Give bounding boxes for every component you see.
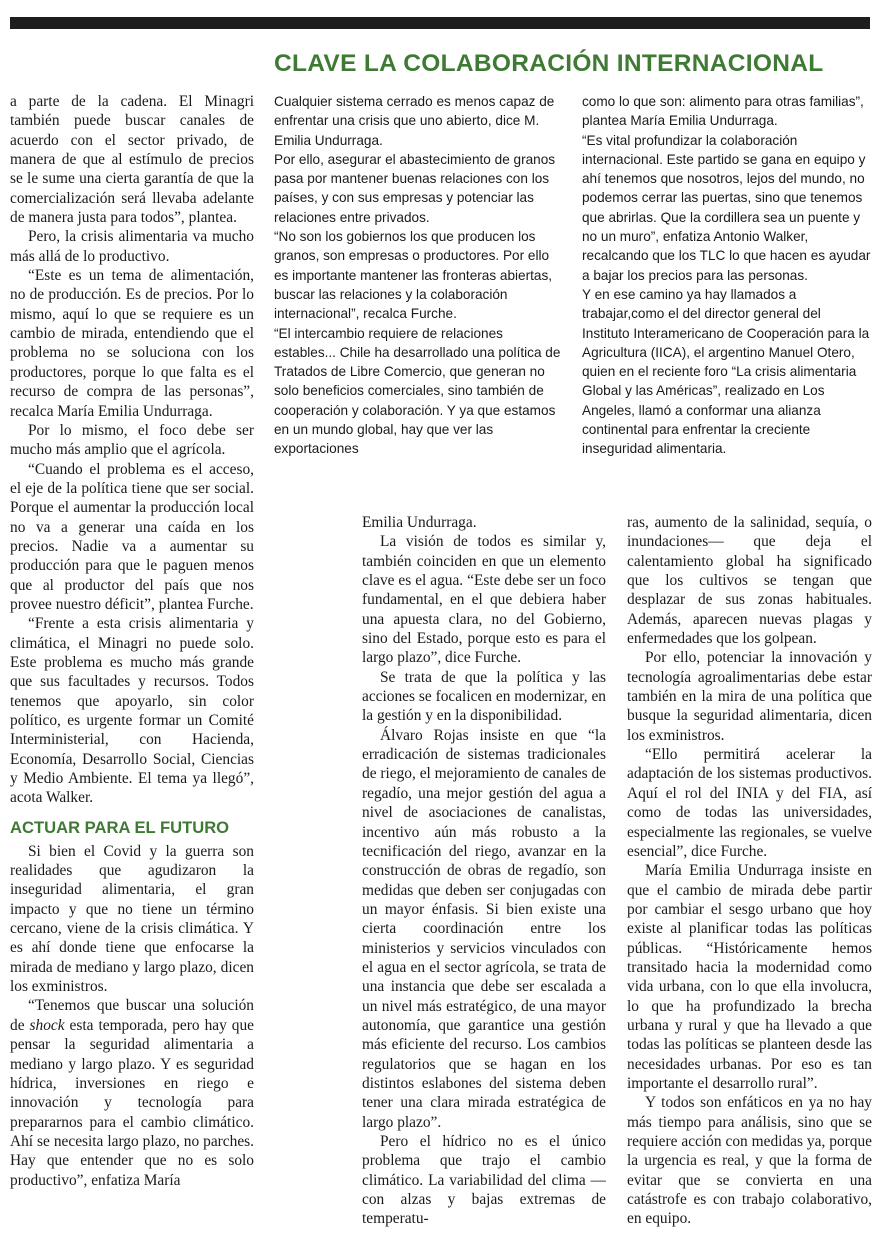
text-run: esta temporada, pero hay que pensar la seguridad alimentaria a mediano y largo plazo. Y es seguridad hídrica, inversiones en riego e innovación y tecnología para prepararnos para el cambio climático. Ahí se necesita largo plazo, no parches. Hay que entender que no es solo productivo”, enfatiza María bbox=[10, 1016, 254, 1189]
box-column-b bbox=[582, 92, 872, 484]
paragraph: Pero el hídrico no es el único problema que trajo el cambio climático. La variabilidad del clima —con alzas y bajas extremas de temperatu- bbox=[362, 1133, 606, 1228]
paragraph: a parte de la cadena. El Minagri también puede buscar canales de acuerdo con el sector privado, de manera de que al estímulo de precios se le sume una cierta garantía de que la comercialización será llevaba adelante de manera justa para todos”, plantea. bbox=[10, 93, 254, 227]
paragraph: “Frente a esta crisis alimentaria y climática, el Minagri no puede solo. Este problema es mucho más grande que sus facultades y recursos. Todos tenemos que apoyarlo, sin color político, es urgente formar un Comité Interministerial, con Hacienda, Economía, Desarrollo Social, Ciencias y Medio Ambiente. El tema ya llegó”, acota Walker. bbox=[10, 615, 254, 807]
text-run: “Tenemos que buscar una solución de bbox=[10, 997, 254, 1034]
paragraph: “El intercambio requiere de relaciones estables... Chile ha desarrollado una política de Tratados de Libre Comercio, que generan no solo beneficios comerciales, sino también de cooperación y colaboración. Y ya que estamos en un mundo global, hay que ver las exportaciones bbox=[274, 325, 561, 457]
paragraph: Y todos son enfáticos en ya no hay más tiempo para análisis, sino que se requiere acción con medidas ya, porque la urgencia es real, y que la forma de evitar que se convierta en una catástrofe es con trabajo colaborativo, en equipo. bbox=[627, 1094, 872, 1228]
box-column-a bbox=[274, 92, 564, 484]
paragraph: María Emilia Undurraga insiste en que el cambio de mirada debe partir por cambiar el sesgo urbano que hoy existe al planificar todas las políticas públicas. “Históricamente hemos transitado hacia la modernidad como vida urbana, con lo que ella involucra, lo que ha profundizado la brecha urbana y rural y que ha llevado a que todas las políticas se planteen desde las necesidades urbanas. Por eso es tan importante el desarrollo rural”. bbox=[627, 862, 872, 1092]
paragraph: “Ello permitirá acelerar la adaptación de los sistemas productivos. Aquí el rol del INIA y del FIA, así como de todas las universidades, especialmente las regionales, se vuelve esencial”, dice Furche. bbox=[627, 746, 872, 860]
paragraph: Y en ese camino ya hay llamados a trabajar,como el del director general del Instituto Interamericano de Cooperación para la Agricultura (IICA), el argentino Manuel Otero, quien en el reciente foro “La crisis alimentaria Global y las Américas”, realizado en Los Angeles, llamó a conformar una alianza continental para enfrentar la creciente inseguridad alimentaria. bbox=[582, 286, 870, 457]
paragraph: Pero, la crisis alimentaria va mucho más allá de lo productivo. bbox=[10, 228, 254, 265]
paragraph: Álvaro Rojas insiste en que “la erradicación de sistemas tradicionales de riego, el mejoramiento de canales de regadío, una mejor gestión del agua a nivel de asociaciones de canalistas, incentivo aún más robusto a la tecnificación del riego, avanzar en la construcción de obras de regadío, son medidas que deben ser conjugadas con un mayor énfasis. Si bien existe una cierta coordinación entre los ministerios y servicios vinculados con el agua en el sector agrícola, se trata de una instancia que debe ser escalada a un nivel más estratégico, de una mayor autonomía, que garantice una gestión más eficiente del recurso. Los cambios regulatorios que se hagan en los distintos eslabones del sistema deben tener una clara mirada estratégica de largo plazo”. bbox=[362, 726, 606, 1131]
paragraph: “Este es un tema de alimentación, no de producción. Es de precios. Por lo mismo, aquí lo que se requiere es un cambio de mirada, entendiendo que el problema no se soluciona con los productores, porque lo que falta es el recurso de compra de las personas”, recalca María Emilia Undurraga. bbox=[10, 267, 254, 420]
paragraph: Cualquier sistema cerrado es menos capaz de enfrentar una crisis que uno abierto, dice M. Emilia Undurraga. bbox=[274, 94, 555, 148]
paragraph bbox=[10, 996, 254, 1189]
subheading: ACTUAR PARA EL FUTURO bbox=[10, 817, 230, 837]
section-headline: CLAVE LA COLABORACIÓN INTERNACIONAL bbox=[274, 50, 824, 77]
paragraph: Por ello, asegurar el abastecimiento de granos pasa por mantener buenas relaciones con los países, y con sus empresas y potenciar las relaciones entre privados. bbox=[274, 151, 556, 225]
paragraph: “Cuando el problema es el acceso, el eje de la política tiene que ser social. Porque el aumentar la producción local no va a generar una caída en los precios. Nadie va a aumentar su producción para que le paguen menos que al productor del país que nos provee nuestro déficit”, plantea Furche. bbox=[10, 460, 254, 613]
paragraph: “Es vital profundizar la colaboración internacional. Este partido se gana en equipo y ahí tenemos que nosotros, lejos del mundo, no podemos cerrar las puertas, sino que tenemos que abrirlas. Que la cordillera sea un puente y no un muro”, enfatiza Antonio Walker, recalcando que los TLC lo que hacen es ayudar a bajar los precios para las personas. bbox=[582, 132, 871, 283]
paragraph: Por ello, potenciar la innovación y tecnología agroalimentarias debe estar también en la mira de una política que busque la seguridad alimentaria, dicen los exministros. bbox=[627, 649, 872, 744]
paragraph: La visión de todos es similar y, también coinciden en que un elemento clave es el agua. “Este debe ser un foco fundamental, en el que debiera haber una apuesta clara, no del Gobierno, sino del Estado, porque esto es para el largo plazo”, dice Furche. bbox=[362, 533, 606, 667]
italic-term: shock bbox=[29, 1016, 65, 1034]
paragraph: como lo que son: alimento para otras familias”, plantea María Emilia Undurraga. bbox=[582, 94, 864, 129]
paragraph: “No son los gobiernos los que producen los granos, son empresas o productores. Por ello es importante mantener las fronteras abiertas, buscar las relaciones y la colaboración internacional”, recalca Furche. bbox=[274, 229, 553, 322]
article-column-3 bbox=[627, 513, 872, 1253]
top-rule bbox=[10, 17, 870, 29]
article-column-1 bbox=[10, 92, 254, 1252]
article-column-2 bbox=[362, 513, 606, 1253]
paragraph: Se trata de que la política y las acciones se focalicen en modernizar, en la gestión y en la disponibilidad. bbox=[362, 668, 606, 725]
paragraph: Emilia Undurraga. bbox=[362, 514, 477, 531]
paragraph: ras, aumento de la salinidad, sequía, o inundaciones— que deja el calentamiento global ha significado que los cultivos se tengan que desplazar de sus zonas habituales. Además, aparecen nuevas plagas y enfermedades que los golpean. bbox=[627, 514, 872, 648]
paragraph: Si bien el Covid y la guerra son realidades que agudizaron la inseguridad alimentaria, el gran impacto y que no tiene un término cercano, viene de la crisis climática. Y es ahí donde tiene que enfocarse la mirada de mediano y largo plazo, dicen los exministros. bbox=[10, 842, 254, 996]
paragraph: Por lo mismo, el foco debe ser mucho más amplio que el agrícola. bbox=[10, 421, 254, 459]
